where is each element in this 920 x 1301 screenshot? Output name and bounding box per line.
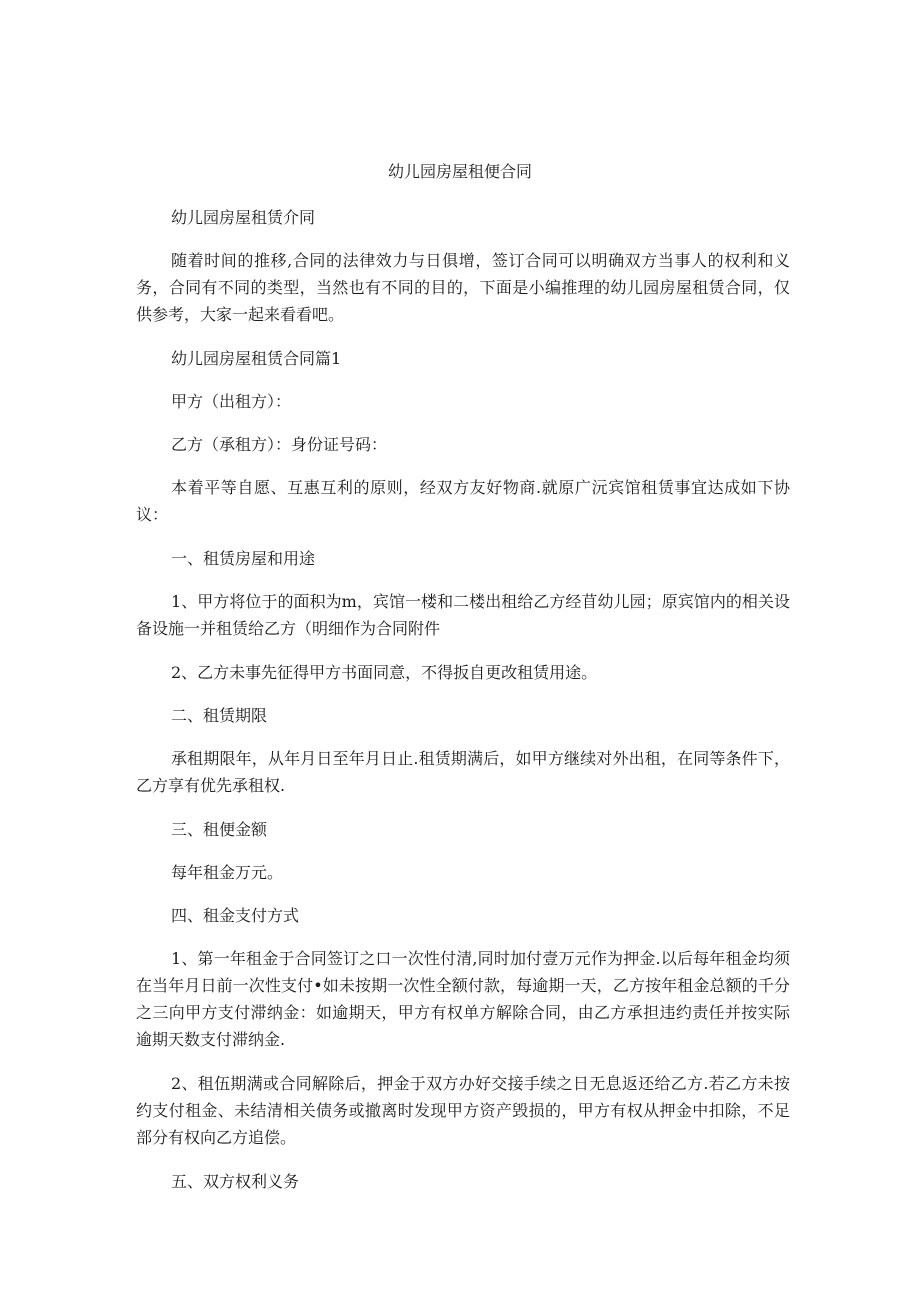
section-heading-contract-1: 幼儿园房屋租赁合同篇1 bbox=[171, 349, 342, 368]
party-a-line: 甲方（出租方）： bbox=[171, 392, 292, 411]
intro-paragraph: 随着时间的推移,合同的法律效力与日俱增，签订合同可以明确双方当事人的权利和义务，合同有不同的类型，当然也有不同的目的，下面是小编推理的幼儿园房屋租赁合同，仅供参考，大家一起来看看吧。 bbox=[136, 251, 790, 324]
clause-1-1: 1、甲方将位于的面积为m，宾馆一楼和二楼出租给乙方经苜幼儿园；原宾馆内的相关设备设施一并租赁给乙方（明细作为合同附件 bbox=[136, 592, 790, 638]
document-body bbox=[136, 204, 790, 1211]
clause-4-2: 2、租伍期满或合同解除后，押金于双方办好交接手续之日无息返还给乙方.若乙方未按约支付租金、未结清相关债务或撤离时发现甲方资产毁损的，甲方有权从押金中扣除，不足部分有权向乙方追偿。 bbox=[136, 1074, 790, 1147]
section-heading-1: 一、租赁房屋和用途 bbox=[171, 549, 316, 568]
clause-4-1: 1、第一年租金于合同签订之口一次性付清,同时加付壹万元作为押金.以后每年租金均须在当年月日前一次性支付•如未按期一次性全额付款，每逾期一天，乙方按年租金总额的千分之三向甲方支付滞纳金：如逾期天，甲方有权单方解除合同，由乙方承担违约责任并按实际逾期天数支付滞纳金. bbox=[136, 949, 790, 1049]
subtitle-paragraph: 幼儿园房屋租赁介同 bbox=[171, 208, 316, 227]
section-heading-3: 三、租便金额 bbox=[171, 820, 268, 839]
clause-3-1: 每年租金万元。 bbox=[171, 863, 284, 882]
clause-1-2: 2、乙方未事先征得甲方书面同意，不得扳自更改租赁用途。 bbox=[171, 663, 598, 682]
agreement-paragraph: 本着平等自愿、互惠互利的原则，经双方友好物商.就原广沅宾馆租赁事宜达成如下协议： bbox=[136, 478, 790, 524]
party-b-line: 乙方（承租方）：身份证号码： bbox=[171, 435, 388, 454]
section-heading-2: 二、租赁期限 bbox=[171, 706, 268, 725]
section-heading-5: 五、双方权利义务 bbox=[171, 1172, 300, 1191]
section-heading-4: 四、租金支付方式 bbox=[171, 906, 300, 925]
document-title: 幼儿园房屋租便合同 bbox=[387, 162, 532, 181]
clause-2-1: 承租期限年，从年月日至年月日止.租赁期满后，如甲方继续对外出租，在同等条件下，乙方享有优先承租权. bbox=[136, 749, 790, 795]
